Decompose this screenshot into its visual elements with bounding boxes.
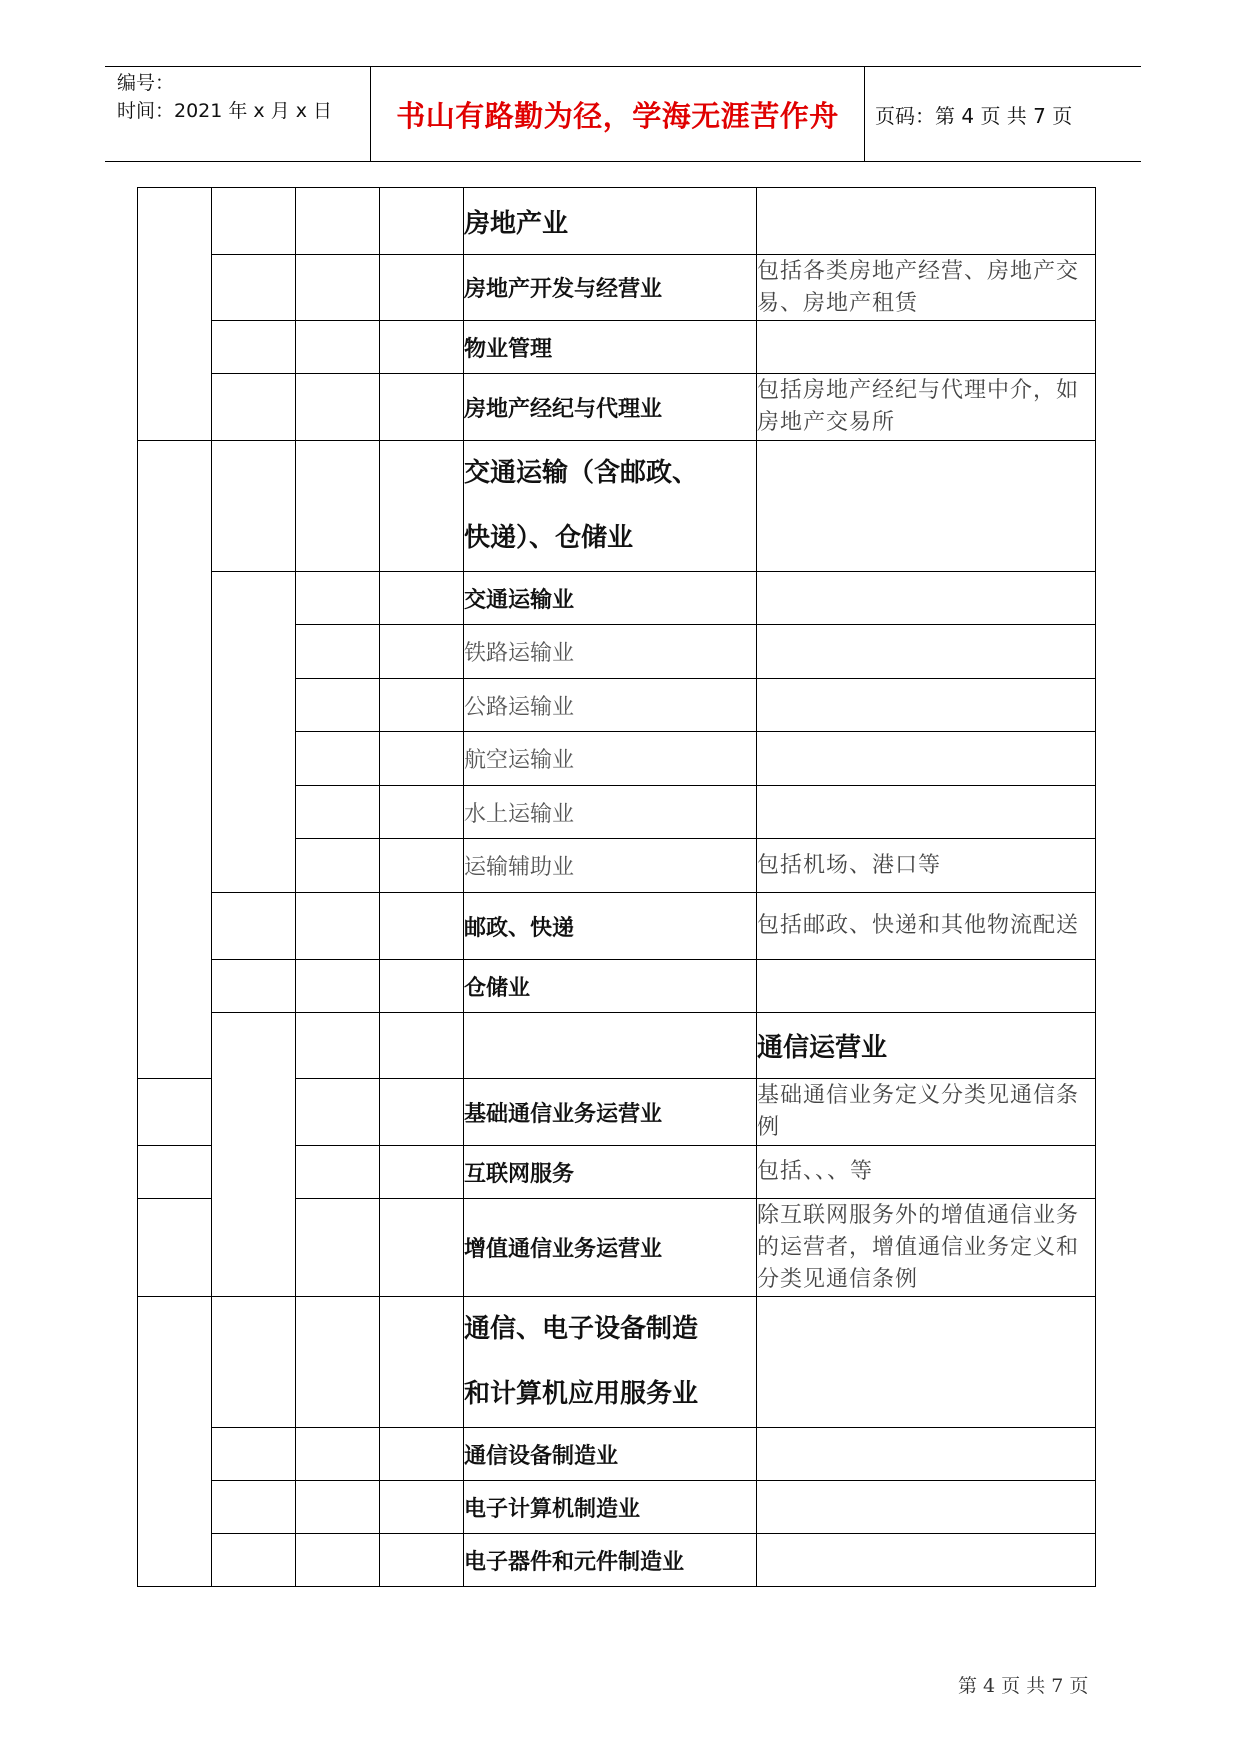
code-cell (380, 960, 464, 1013)
industry-name: 仓储业 (464, 960, 757, 1013)
code-cell (212, 1481, 296, 1534)
industry-name-line: 通信、电子设备制造 (464, 1314, 699, 1344)
industry-name: 交通运输业 (464, 572, 757, 625)
document-number-label: 编号： (117, 72, 175, 94)
category-cell (138, 188, 212, 441)
table-row (138, 255, 1096, 321)
code-cell (212, 188, 296, 255)
code-cell (380, 893, 464, 960)
industry-name (464, 441, 757, 572)
header-meta (105, 67, 371, 161)
code-cell (380, 321, 464, 374)
industry-name: 房地产开发与经营业 (464, 255, 757, 321)
code-cell (212, 1534, 296, 1587)
industry-table (137, 187, 1096, 1587)
table-row (138, 572, 1096, 625)
code-cell (296, 786, 380, 839)
code-cell (380, 374, 464, 441)
code-cell (380, 732, 464, 786)
code-cell (380, 188, 464, 255)
industry-note (757, 679, 1096, 732)
code-cell (380, 1146, 464, 1199)
code-cell (296, 1481, 380, 1534)
category-cell (138, 441, 212, 1079)
industry-note: 包括机场、港口等 (757, 839, 1096, 893)
industry-name: 运输辅助业 (464, 839, 757, 893)
industry-note (757, 1428, 1096, 1481)
industry-note (757, 1297, 1096, 1428)
code-cell (380, 441, 464, 572)
code-cell (212, 374, 296, 441)
industry-note (757, 786, 1096, 839)
code-cell (296, 625, 380, 679)
industry-note (757, 625, 1096, 679)
table-row (138, 1013, 1096, 1079)
code-cell (296, 441, 380, 572)
table-row (138, 321, 1096, 374)
code-cell (380, 625, 464, 679)
code-cell (380, 1079, 464, 1146)
code-cell (296, 732, 380, 786)
code-cell (296, 839, 380, 893)
industry-note: 基础通信业务定义分类见通信条例 (757, 1079, 1096, 1146)
code-cell (212, 893, 296, 960)
industry-note (757, 732, 1096, 786)
code-cell (380, 1481, 464, 1534)
industry-note (757, 960, 1096, 1013)
header-page-label: 页码：第 4 页 共 7 页 (875, 103, 1073, 128)
code-cell (380, 1534, 464, 1587)
industry-note: 包括邮政、快递和其他物流配送 (757, 893, 1096, 960)
industry-note: 包括各类房地产经营、房地产交易、房地产租赁 (757, 255, 1096, 321)
table-row (138, 1428, 1096, 1481)
category-cell (138, 1297, 212, 1587)
page-header (105, 66, 1141, 162)
code-cell (296, 960, 380, 1013)
code-cell (212, 255, 296, 321)
code-cell (296, 188, 380, 255)
code-cell (138, 1199, 212, 1297)
code-cell (296, 1013, 380, 1079)
industry-name: 通信运营业 (757, 1013, 1096, 1079)
code-cell (380, 839, 464, 893)
industry-name: 增值通信业务运营业 (464, 1199, 757, 1297)
category-cell (212, 1013, 296, 1297)
code-cell (296, 255, 380, 321)
industry-name: 物业管理 (464, 321, 757, 374)
code-cell (212, 441, 296, 572)
industry-note: 包括房地产经纪与代理中介，如房地产交易所 (757, 374, 1096, 441)
code-cell (212, 321, 296, 374)
code-cell (296, 679, 380, 732)
table-row (138, 1481, 1096, 1534)
industry-name (464, 1297, 757, 1428)
industry-name: 基础通信业务运营业 (464, 1079, 757, 1146)
industry-note (757, 572, 1096, 625)
industry-name-line: 和计算机应用服务业 (464, 1379, 699, 1409)
table-row (138, 1534, 1096, 1587)
code-cell (296, 1146, 380, 1199)
code-cell (380, 255, 464, 321)
document-time-label: 时间：2021 年 x 月 x 日 (117, 100, 333, 122)
code-cell (380, 572, 464, 625)
table-row (138, 960, 1096, 1013)
header-motto: 书山有路勤为径，学海无涯苦作舟 (371, 67, 865, 161)
code-cell (464, 1013, 757, 1079)
industry-note: 除互联网服务外的增值通信业务的运营者，增值通信业务定义和分类见通信条例 (757, 1199, 1096, 1297)
industry-name: 房地产业 (464, 188, 757, 255)
industry-name: 公路运输业 (464, 679, 757, 732)
code-cell (296, 321, 380, 374)
code-cell (138, 1079, 212, 1146)
code-cell (212, 1428, 296, 1481)
code-cell (380, 679, 464, 732)
table-row (138, 1297, 1096, 1428)
industry-name: 电子器件和元件制造业 (464, 1534, 757, 1587)
industry-note (757, 441, 1096, 572)
code-cell (380, 1297, 464, 1428)
code-cell (212, 960, 296, 1013)
code-cell (296, 893, 380, 960)
industry-name-line: 交通运输（含邮政、 (464, 458, 699, 488)
industry-name: 航空运输业 (464, 732, 757, 786)
page-footer: 第 4 页 共 7 页 (958, 1675, 1089, 1697)
code-cell (296, 1079, 380, 1146)
industry-name-line: 快递）、仓储业 (464, 523, 634, 553)
industry-note (757, 1534, 1096, 1587)
code-cell (296, 1428, 380, 1481)
code-cell (212, 1297, 296, 1428)
industry-name: 邮政、快递 (464, 893, 757, 960)
code-cell (296, 1297, 380, 1428)
code-cell (296, 1199, 380, 1297)
code-cell (296, 572, 380, 625)
table-row (138, 374, 1096, 441)
code-cell (380, 1428, 464, 1481)
code-cell (380, 1013, 464, 1079)
industry-note (757, 321, 1096, 374)
industry-note (757, 188, 1096, 255)
industry-name: 铁路运输业 (464, 625, 757, 679)
industry-note: 包括、、、等 (757, 1146, 1096, 1199)
code-cell (212, 572, 296, 893)
industry-name: 电子计算机制造业 (464, 1481, 757, 1534)
table-row (138, 441, 1096, 572)
industry-name: 房地产经纪与代理业 (464, 374, 757, 441)
code-cell (138, 1146, 212, 1199)
code-cell (380, 1199, 464, 1297)
industry-name: 互联网服务 (464, 1146, 757, 1199)
industry-note (757, 1481, 1096, 1534)
industry-name: 通信设备制造业 (464, 1428, 757, 1481)
code-cell (296, 374, 380, 441)
code-cell (296, 1534, 380, 1587)
code-cell (380, 786, 464, 839)
table-row (138, 893, 1096, 960)
table-row (138, 188, 1096, 255)
industry-name: 水上运输业 (464, 786, 757, 839)
